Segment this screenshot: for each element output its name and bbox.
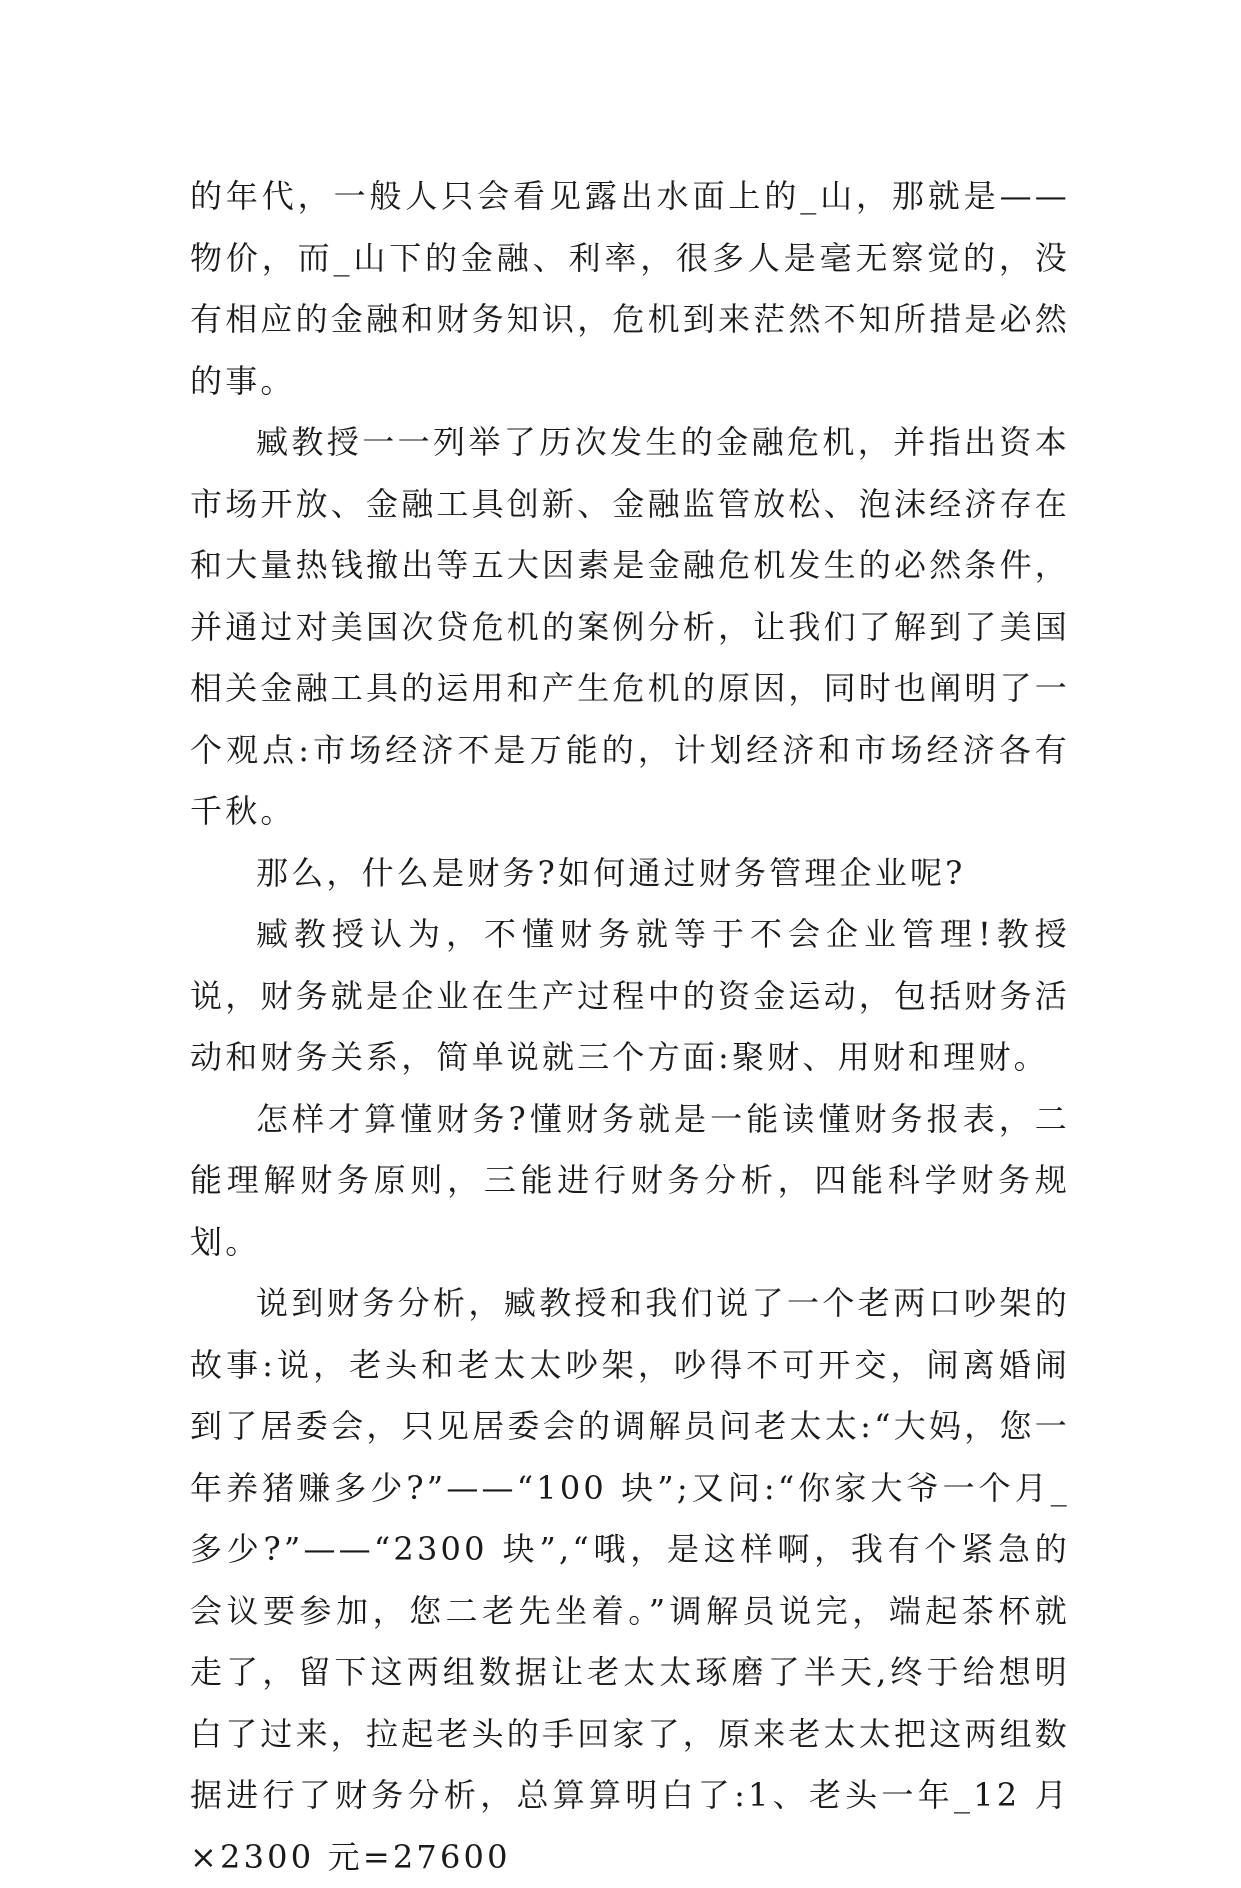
- paragraph-4: 臧教授认为，不懂财务就等于不会企业管理!教授说，财务就是企业在生产过程中的资金运动，包括财务活动和财务关系，简单说就三个方面:聚财、用财和理财。: [190, 915, 1071, 1076]
- paragraph-5: 怎样才算懂财务?懂财务就是一能读懂财务报表，二能理解财务原则，三能进行财务分析，四能科学财务规划。: [190, 1099, 1070, 1261]
- paragraph-2: 臧教授一一列举了历次发生的金融危机，并指出资本市场开放、金融工具创新、金融监管放松、泡沫经济存在和大量热钱撤出等五大因素是金融危机发生的必然条件，并通过对美国次贷危机的案例分析，让我们了解到了美国相关金融工具的运用和产生危机的原因，同时也阐明了一个观点:市场经济不是万能的，计划经济和市场经济各有千秋。: [190, 423, 1071, 830]
- paragraph-3: 那么，什么是财务?如何通过财务管理企业呢?: [256, 853, 966, 892]
- paragraph-1: 的年代，一般人只会看见露出水面上的_山，那就是——物价，而_山下的金融、利率，很多人是毫无察觉的，没有相应的金融和财务知识，危机到来茫然不知所措是必然的事。: [190, 177, 1071, 400]
- document-body: [190, 166, 1070, 1888]
- paragraph-6: 说到财务分析，臧教授和我们说了一个老两口吵架的故事:说，老头和老太太吵架，吵得不可开交，闹离婚闹到了居委会，只见居委会的调解员问老太太:“大妈，您一年养猪赚多少?”——“100 块”;又问:“你家大爷一个月_多少?”——“2300 块”,“哦，是这样啊，我有个紧急的会议要参加，您二老先坐着。”调解员说完，端起茶杯就走了，留下这两组数据让老太太琢磨了半天,终于给想明白了过来，拉起老头的手回家了，原来老太太把这两组数据进行了财务分析，总算算明白了:1、老头一年_12 月×2300 元=27600: [190, 1284, 1071, 1876]
